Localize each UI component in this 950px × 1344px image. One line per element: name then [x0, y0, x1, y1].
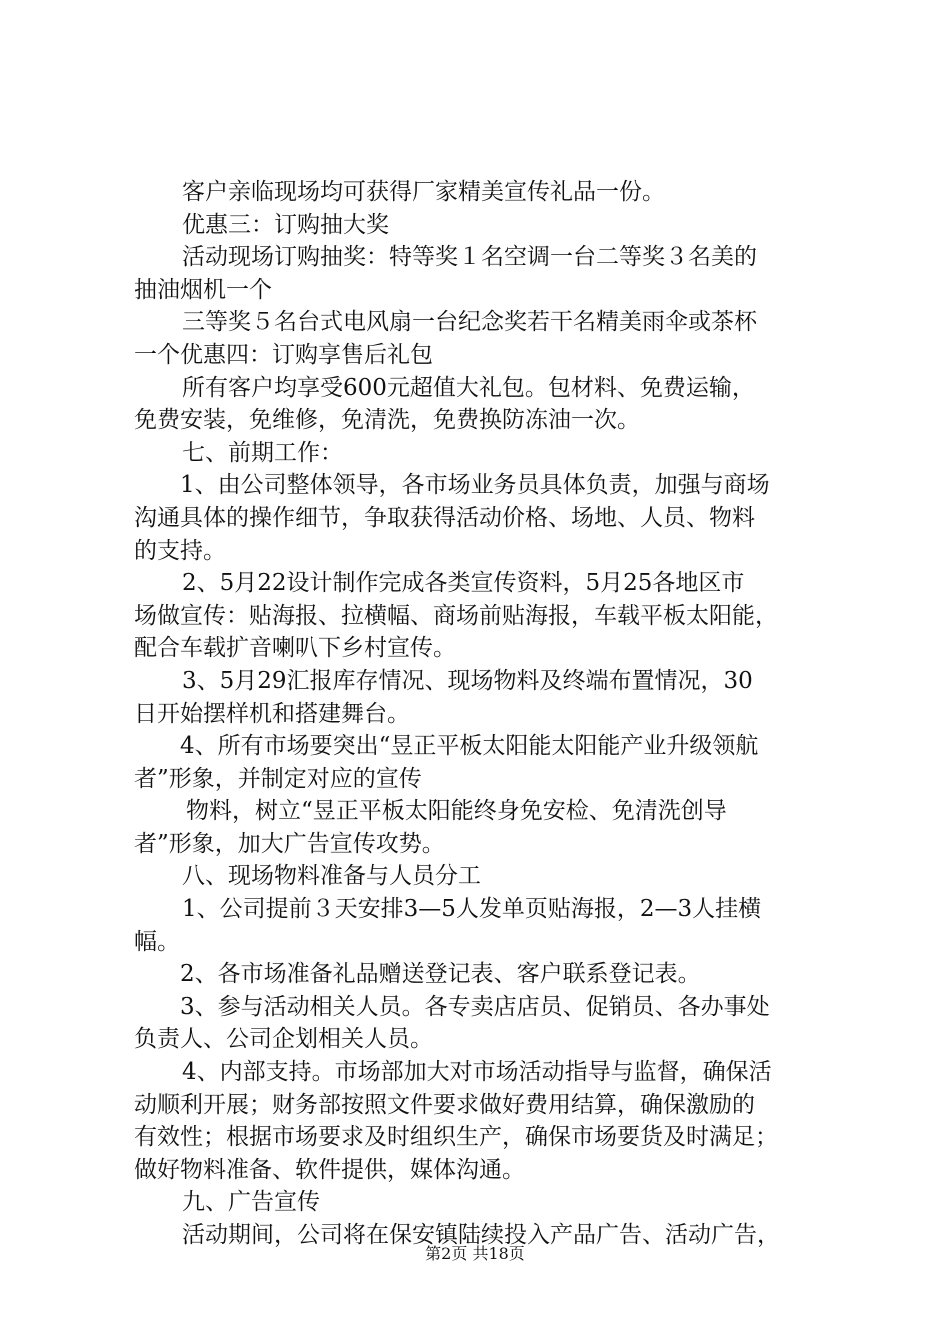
text-line: 活动现场订购抽奖：特等奖１名空调一台二等奖３名美的 — [182, 244, 757, 271]
text-line: 日开始摆样机和搭建舞台。 — [134, 700, 410, 727]
text-line: 免费安装，免维修，免清洗，免费换防冻油一次。 — [134, 407, 640, 434]
page-footer: 第2页 共18页 — [425, 1244, 525, 1263]
text-line: 1、公司提前３天安排3—5人发单页贴海报，2—3人挂横 — [182, 896, 762, 923]
text-line: 做好物料准备、软件提供，媒体沟通。 — [134, 1156, 525, 1183]
text-line: 场做宣传：贴海报、拉横幅、商场前贴海报，车载平板太阳能， — [134, 602, 778, 629]
text-line: 有效性；根据市场要求及时组织生产，确保市场要货及时满足； — [134, 1124, 778, 1151]
text-line: 所有客户均享受600元超值大礼包。包材料、免费运输， — [182, 374, 755, 401]
text-line: 2、各市场准备礼品赠送登记表、客户联系登记表。 — [180, 961, 701, 988]
text-line: 的支持。 — [134, 537, 226, 564]
text-line: 八、现场物料准备与人员分工 — [182, 863, 481, 890]
text-line: 4、内部支持。市场部加大对市场活动指导与监督，确保活 — [182, 1059, 772, 1086]
text-line: 沟通具体的操作细节，争取获得活动价格、场地、人员、物料 — [134, 504, 755, 531]
text-line: 2、5月22设计制作完成各类宣传资料，5月25各地区市 — [182, 570, 745, 597]
text-line: 物料，树立“昱正平板太阳能终身免安检、免清洗创导 — [186, 798, 727, 825]
text-line: 七、前期工作： — [182, 439, 343, 466]
text-line: 活动期间，公司将在保安镇陆续投入产品广告、活动广告， — [182, 1222, 780, 1248]
text-line: 负责人、公司企划相关人员。 — [134, 1026, 433, 1053]
text-line: 抽油烟机一个 — [134, 276, 272, 303]
document-body — [134, 176, 834, 1252]
text-line: 三等奖５名台式电风扇一台纪念奖若干名精美雨伞或茶杯 — [182, 309, 757, 336]
text-line: 一个优惠四：订购享售后礼包 — [134, 341, 433, 368]
text-line: 3、参与活动相关人员。各专卖店店员、促销员、各办事处 — [180, 993, 770, 1020]
text-line: 者”形象，加大广告宣传攻势。 — [134, 830, 445, 857]
text-line: 4、所有市场要突出“昱正平板太阳能太阳能产业升级领航 — [180, 733, 759, 760]
text-line: 幅。 — [134, 928, 180, 955]
text-line: 客户亲临现场均可获得厂家精美宣传礼品一份。 — [182, 179, 665, 205]
text-line: 1、由公司整体领导，各市场业务员具体负责，加强与商场 — [180, 472, 770, 499]
text-line: 者”形象，并制定对应的宣传 — [134, 765, 422, 792]
text-line: 配合车载扩音喇叭下乡村宣传。 — [134, 635, 456, 662]
text-line: 九、广告宣传 — [182, 1189, 320, 1216]
text-line: 动顺利开展；财务部按照文件要求做好费用结算，确保激励的 — [134, 1091, 755, 1118]
text-line: 优惠三：订购抽大奖 — [182, 211, 389, 238]
text-line: 3、5月29汇报库存情况、现场物料及终端布置情况，30 — [182, 667, 753, 694]
